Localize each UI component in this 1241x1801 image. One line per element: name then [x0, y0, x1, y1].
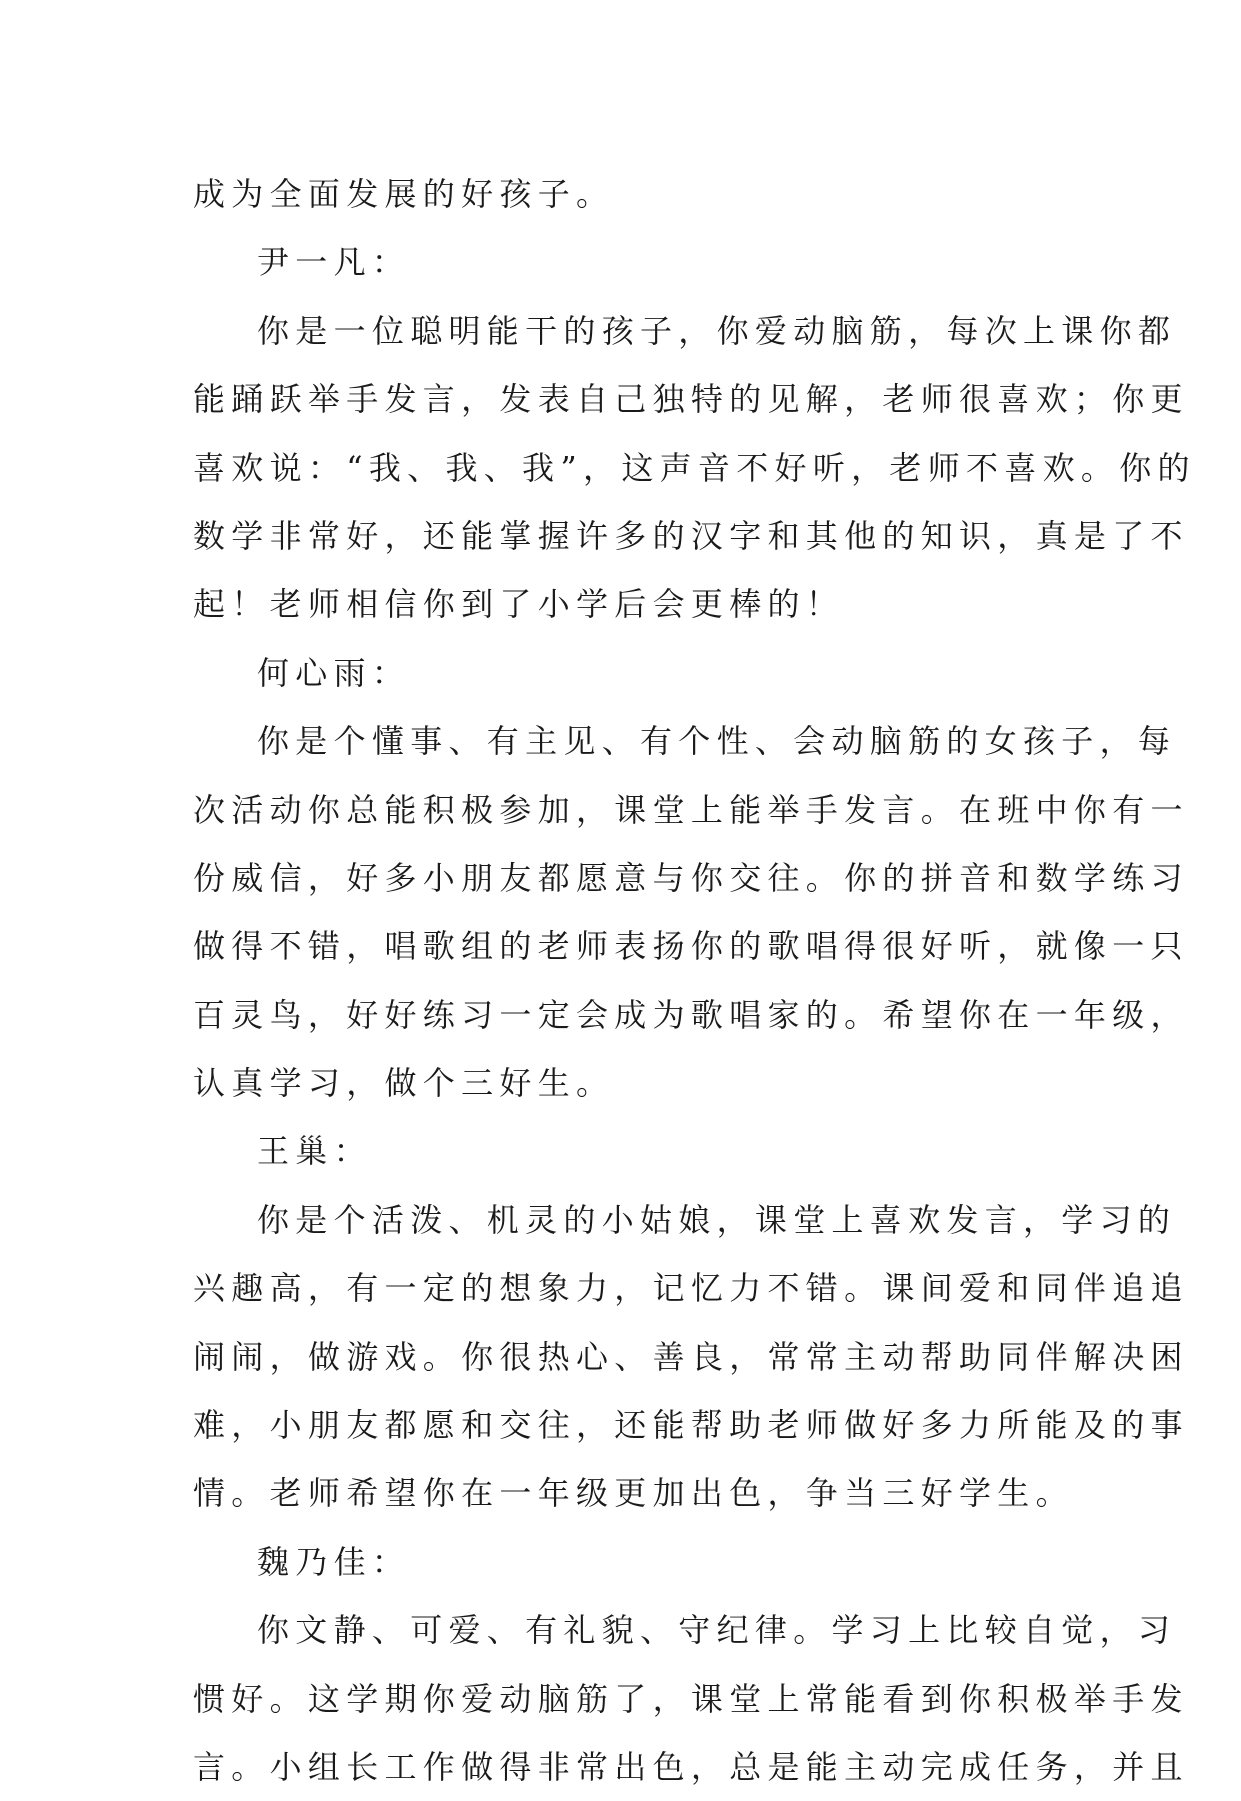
text-line: 能踊跃举手发言，发表自己独特的见解，老师很喜欢；你更	[193, 380, 1189, 419]
document-body	[193, 160, 1196, 1801]
text-line: 言。小组长工作做得非常出色，总是能主动完成任务，并且	[193, 1747, 1189, 1786]
text-line: 起！老师相信你到了小学后会更棒的！	[193, 585, 845, 624]
text-line: 百灵鸟，好好练习一定会成为歌唱家的。希望你在一年级，	[193, 995, 1189, 1034]
student-name-heading: 尹一凡：	[257, 243, 411, 282]
student-name-heading: 王巢：	[257, 1132, 372, 1171]
student-name-heading: 何心雨：	[257, 653, 411, 692]
text-line: 闹闹，做游戏。你很热心、善良，常常主动帮助同伴解决困	[193, 1337, 1189, 1376]
text-line: 兴趣高，有一定的想象力，记忆力不错。课间爱和同伴追追	[193, 1269, 1189, 1308]
student-name-heading: 魏乃佳：	[257, 1542, 411, 1581]
text-line: 数学非常好，还能掌握许多的汉字和其他的知识，真是了不	[193, 516, 1189, 555]
text-line: 你是一位聪明能干的孩子，你爱动脑筋，每次上课你都	[257, 311, 1177, 350]
text-line: 你文静、可爱、有礼貌、守纪律。学习上比较自觉，习	[257, 1611, 1177, 1650]
text-line: 喜欢说：“我、我、我”，这声音不好听，老师不喜欢。你的	[193, 448, 1196, 487]
text-line: 成为全面发展的好孩子。	[193, 175, 615, 213]
text-line: 你是个懂事、有主见、有个性、会动脑筋的女孩子，每	[257, 722, 1177, 761]
text-line: 次活动你总能积极参加，课堂上能举手发言。在班中你有一	[193, 790, 1189, 829]
text-line: 惯好。这学期你爱动脑筋了，课堂上常能看到你积极举手发	[193, 1679, 1189, 1718]
text-line: 难，小朋友都愿和交往，还能帮助老师做好多力所能及的事	[193, 1406, 1189, 1445]
text-line: 做得不错，唱歌组的老师表扬你的歌唱得很好听，就像一只	[193, 927, 1189, 966]
text-line: 情。老师希望你在一年级更加出色，争当三好学生。	[193, 1474, 1074, 1513]
text-line: 份威信，好多小朋友都愿意与你交往。你的拼音和数学练习	[193, 858, 1189, 897]
text-line: 你是个活泼、机灵的小姑娘，课堂上喜欢发言，学习的	[257, 1200, 1177, 1239]
text-line: 认真学习，做个三好生。	[193, 1064, 615, 1103]
